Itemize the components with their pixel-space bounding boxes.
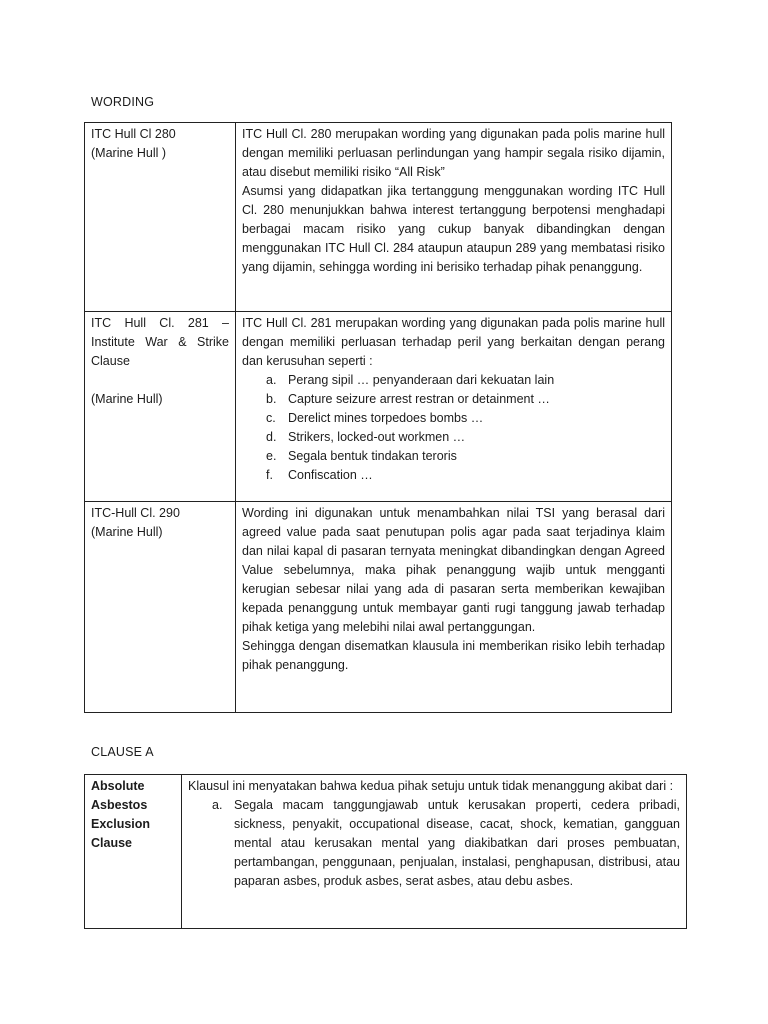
list-item-text: Capture seizure arrest restran or detainment … [288, 392, 550, 406]
row-label-sub: (Marine Hull) [91, 392, 163, 406]
description-paragraph: Klausul ini menyatakan bahwa kedua pihak setuju untuk tidak menanggung akibat dari : [188, 779, 674, 793]
wording-heading: WORDING [91, 95, 155, 109]
row-label-cell [85, 312, 236, 502]
description-text: . [638, 260, 643, 274]
row-label: ITC Hull Cl. 281 – Institute War & Strike Clause [91, 316, 229, 368]
list-item [266, 371, 665, 390]
list-marker: a. [266, 373, 277, 387]
row-label-cell [85, 502, 236, 713]
row-description-cell [236, 312, 672, 502]
peril-list [242, 371, 665, 485]
list-marker: f. [266, 468, 273, 482]
exclusion-list [188, 796, 680, 891]
table-row [85, 123, 672, 312]
row-description-cell [236, 123, 672, 312]
description-text: Sehingga dengan disematkan [242, 639, 413, 653]
row-label-cell [85, 775, 182, 929]
list-item-text: Confiscation … [288, 468, 373, 482]
list-marker: e. [266, 449, 277, 463]
table-row [85, 502, 672, 713]
description-paragraph: ITC Hull Cl. 280 merupakan wording yang digunakan pada polis marine hull dengan memiliki perluasan perlindungan yang hampir segala risiko dijamin, atau disebut memiliki risiko “All Risk” [242, 127, 665, 179]
list-item-text: Perang sipil … penyanderaan dari kekuatan lain [288, 373, 555, 387]
list-item-text: Strikers, locked-out workmen … [288, 430, 466, 444]
row-description-cell [236, 502, 672, 713]
description-paragraph: ITC Hull Cl. 281 merupakan wording yang digunakan pada polis marine hull dengan memiliki perluasan terhadap peril yang berkaitan dengan perang dan kerusuhan seperti : [242, 316, 665, 368]
clause-a-table [84, 774, 687, 929]
row-label: ITC Hull Cl 280 (Marine Hull ) [91, 127, 176, 160]
row-label: ITC-Hull Cl. 290 (Marine Hull) [91, 506, 180, 539]
list-item-text: Segala macam tanggungjawab untuk kerusakan properti, cedera pribadi, sickness, penyakit, occupational disease, cacat, shock, kematian, gangguan mental atau kerusakan mental yang diakibatkan dari proses pembuatan, pertambangan, penggunaan, penjualan, instalasi, penghapusan, distribusi, atau paparan asbes, produk asbes, serat asbes, atau debu asbes. [234, 798, 680, 888]
row-description-cell [182, 775, 687, 929]
clause-a-heading: CLAUSE A [91, 745, 154, 759]
description-text: Asumsi yang didapatkan jika tertanggung menggunakan wording ITC Hull Cl. 280 menunjukkan bahwa interest tertanggung berpotensi menghadapi berbagai macam risiko yang cukup banyak dibandingkan dengan menggunakan ITC Hull Cl. 284 ataupun ataupun 289 yang membatasi risiko yang dijamin, sehingga wording ini [242, 184, 665, 274]
list-item [266, 409, 665, 428]
row-label-cell [85, 123, 236, 312]
description-paragraph [242, 182, 665, 277]
table-row [85, 312, 672, 502]
list-marker: d. [266, 430, 277, 444]
highlight-text: klausula ini memberikan risiko lebih terhadap pihak penanggung. [242, 639, 665, 672]
list-marker: b. [266, 392, 277, 406]
list-item [266, 447, 665, 466]
row-label: Absolute Asbestos Exclusion Clause [91, 779, 151, 850]
list-marker: c. [266, 411, 276, 425]
list-item [266, 428, 665, 447]
description-paragraph: Wording ini digunakan untuk menambahkan nilai TSI yang berasal dari agreed value pada saat penutupan polis agar pada saat terjadinya klaim dan nilai kapal di pasaran ternyata meningkat dibandingkan dengan Agreed Value sebelumnya, maka pihak penanggung wajib untuk mengganti kerugian sebesar nilai yang ada di pasaran serta memberikan kewajiban kepada penanggung untuk membayar ganti rugi tanggung jawab terhadap pihak ketiga yang melebihi nilai awal pertanggungan. [242, 506, 665, 634]
wording-table [84, 122, 672, 713]
list-item [212, 796, 680, 891]
highlight-text: berisiko terhadap pihak penanggung [436, 260, 639, 274]
list-item [266, 390, 665, 409]
list-item-text: Segala bentuk tindakan teroris [288, 449, 457, 463]
list-marker: a. [212, 798, 223, 812]
table-row [85, 775, 687, 929]
list-item-text: Derelict mines torpedoes bombs … [288, 411, 484, 425]
list-item [266, 466, 665, 485]
description-paragraph [242, 637, 665, 675]
